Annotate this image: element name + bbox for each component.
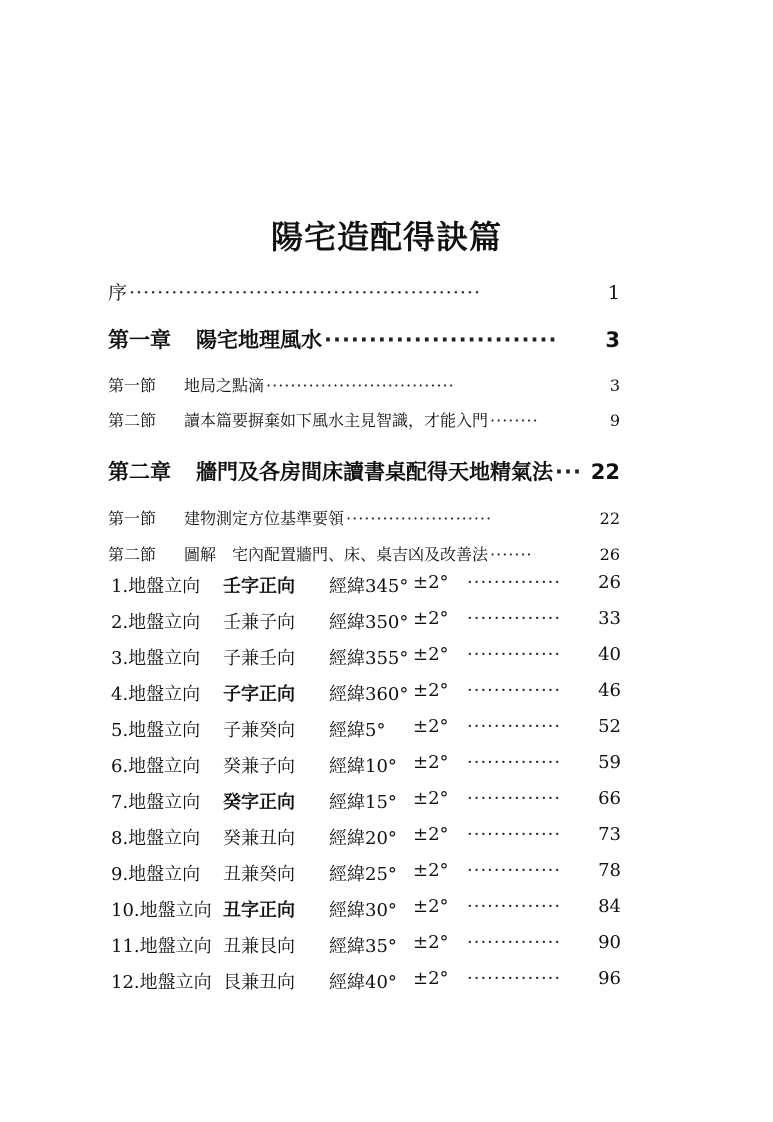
chapter-heading [108,324,322,354]
entry-degree: 經緯360° [329,684,409,705]
section-heading [108,408,488,431]
dot-leader: ·············· [467,608,562,629]
dot-leader: ························ [346,509,493,528]
entry-page-number: 66 [598,788,621,809]
entry-direction: 艮兼丑向 [223,972,295,993]
direction-entry[interactable] [111,716,621,744]
entry-direction: 癸字正向 [223,792,295,813]
section-number: 第二節 [108,411,157,430]
dot-leader: ······························· [266,376,455,395]
entry-tolerance: ±2° [413,788,449,809]
entry-direction: 丑兼艮向 [223,936,295,957]
toc-page-number: 22 [599,509,620,528]
section-title: 建物測定方位基準要領 [184,509,345,528]
entry-direction: 癸兼子向 [223,756,295,777]
entry-page-number: 96 [598,968,621,989]
direction-entry[interactable] [111,752,621,780]
toc-page-number: 1 [607,282,620,304]
entry-direction: 壬字正向 [223,576,295,597]
dot-leader: ·············· [467,824,562,845]
entry-index: 10.地盤立向 [111,900,212,921]
dot-leader: ·············· [467,932,562,953]
entry-index: 4.地盤立向 [111,684,201,705]
section-heading [108,506,344,529]
direction-entry[interactable] [111,860,621,888]
entry-tolerance: ±2° [413,680,449,701]
section-title: 讀本篇要摒棄如下風水主見智識，才能入門 [184,411,489,430]
toc-entry-preface[interactable] [108,278,620,305]
entry-index: 11.地盤立向 [111,936,212,957]
entry-tolerance: ±2° [413,752,449,773]
chapter-heading [108,456,553,486]
direction-entry[interactable] [111,680,621,708]
toc-page-number: 9 [609,411,620,430]
section-title: 地局之點滴 [184,376,265,395]
direction-entry[interactable] [111,572,621,600]
entry-direction: 丑字正向 [223,900,295,921]
dot-leader: ·············· [467,860,562,881]
section-number: 第二節 [108,545,157,564]
direction-entry[interactable] [111,788,621,816]
dot-leader: ·············· [467,680,562,701]
page-title: 陽宅造配得訣篇 [270,218,502,256]
entry-tolerance: ±2° [413,572,449,593]
entry-index: 6.地盤立向 [111,756,201,777]
entry-tolerance: ±2° [413,932,449,953]
entry-degree: 經緯5° [329,720,386,741]
entry-direction: 丑兼癸向 [223,864,295,885]
entry-tolerance: ±2° [413,896,449,917]
entry-degree: 經緯35° [329,936,397,957]
entry-index: 5.地盤立向 [111,720,201,741]
entry-tolerance: ±2° [413,716,449,737]
dot-leader: ·············· [467,716,562,737]
entry-page-number: 59 [598,752,621,773]
dot-leader: ·························· [324,328,558,352]
section-number: 第一節 [108,376,157,395]
entry-page-number: 46 [598,680,621,701]
entry-direction: 子兼壬向 [223,648,295,669]
entry-index: 2.地盤立向 [111,612,201,633]
direction-entry[interactable] [111,824,621,852]
toc-label: 序 [108,282,128,304]
entry-index: 9.地盤立向 [111,864,201,885]
entry-degree: 經緯345° [329,576,409,597]
dot-leader: ··· [555,460,582,484]
toc-page-number: 26 [599,545,620,564]
entry-page-number: 90 [598,932,621,953]
entry-degree: 經緯15° [329,792,397,813]
dot-leader: ······· [490,545,533,564]
dot-leader: ·················································· [129,282,481,304]
dot-leader: ·············· [467,644,562,665]
entry-direction: 癸兼丑向 [223,828,295,849]
entry-degree: 經緯25° [329,864,397,885]
entry-page-number: 78 [598,860,621,881]
entry-index: 8.地盤立向 [111,828,201,849]
entry-tolerance: ±2° [413,968,449,989]
section-heading [108,542,488,565]
entry-tolerance: ±2° [413,860,449,881]
toc-entry-section[interactable] [108,373,620,396]
toc-entry-section[interactable] [108,408,620,431]
dot-leader: ·············· [467,788,562,809]
entry-tolerance: ±2° [413,608,449,629]
entry-degree: 經緯40° [329,972,397,993]
toc-page-number: 22 [590,460,620,484]
entry-direction: 子兼癸向 [223,720,295,741]
direction-entry[interactable] [111,968,621,996]
section-title: 圖解 宅內配置牆門、床、桌吉凶及改善法 [184,545,489,564]
section-number: 第一節 [108,509,157,528]
chapter-number: 第一章 [108,328,171,352]
direction-entry[interactable] [111,896,621,924]
dot-leader: ·············· [467,896,562,917]
direction-entry[interactable] [111,608,621,636]
toc-page-number: 3 [605,328,620,352]
entry-tolerance: ±2° [413,644,449,665]
toc-page-number: 3 [609,376,620,395]
toc-entry-section[interactable] [108,542,620,565]
entry-page-number: 40 [598,644,621,665]
toc-entry-section[interactable] [108,506,620,529]
entry-page-number: 52 [598,716,621,737]
chapter-number: 第二章 [108,460,171,484]
dot-leader: ·············· [467,968,562,989]
direction-entry[interactable] [111,644,621,672]
entry-page-number: 33 [598,608,621,629]
chapter-title: 牆門及各房間床讀書桌配得天地精氣法 [196,460,553,484]
entry-direction: 子字正向 [223,684,295,705]
entry-tolerance: ±2° [413,824,449,845]
entry-index: 3.地盤立向 [111,648,201,669]
entry-degree: 經緯10° [329,756,397,777]
section-heading [108,373,264,396]
dot-leader: ·············· [467,752,562,773]
entry-page-number: 73 [598,824,621,845]
direction-entry[interactable] [111,932,621,960]
entry-page-number: 84 [598,896,621,917]
toc-entry-chapter-2[interactable] [108,456,620,486]
entry-index: 7.地盤立向 [111,792,201,813]
entry-index: 12.地盤立向 [111,972,212,993]
chapter-title: 陽宅地理風水 [196,328,322,352]
entry-index: 1.地盤立向 [111,576,201,597]
dot-leader: ·············· [467,572,562,593]
entry-degree: 經緯30° [329,900,397,921]
entry-page-number: 26 [598,572,621,593]
entry-degree: 經緯350° [329,612,409,633]
entry-degree: 經緯355° [329,648,409,669]
dot-leader: ········ [490,411,539,430]
entry-degree: 經緯20° [329,828,397,849]
entry-direction: 壬兼子向 [223,612,295,633]
toc-entry-chapter-1[interactable] [108,324,620,354]
